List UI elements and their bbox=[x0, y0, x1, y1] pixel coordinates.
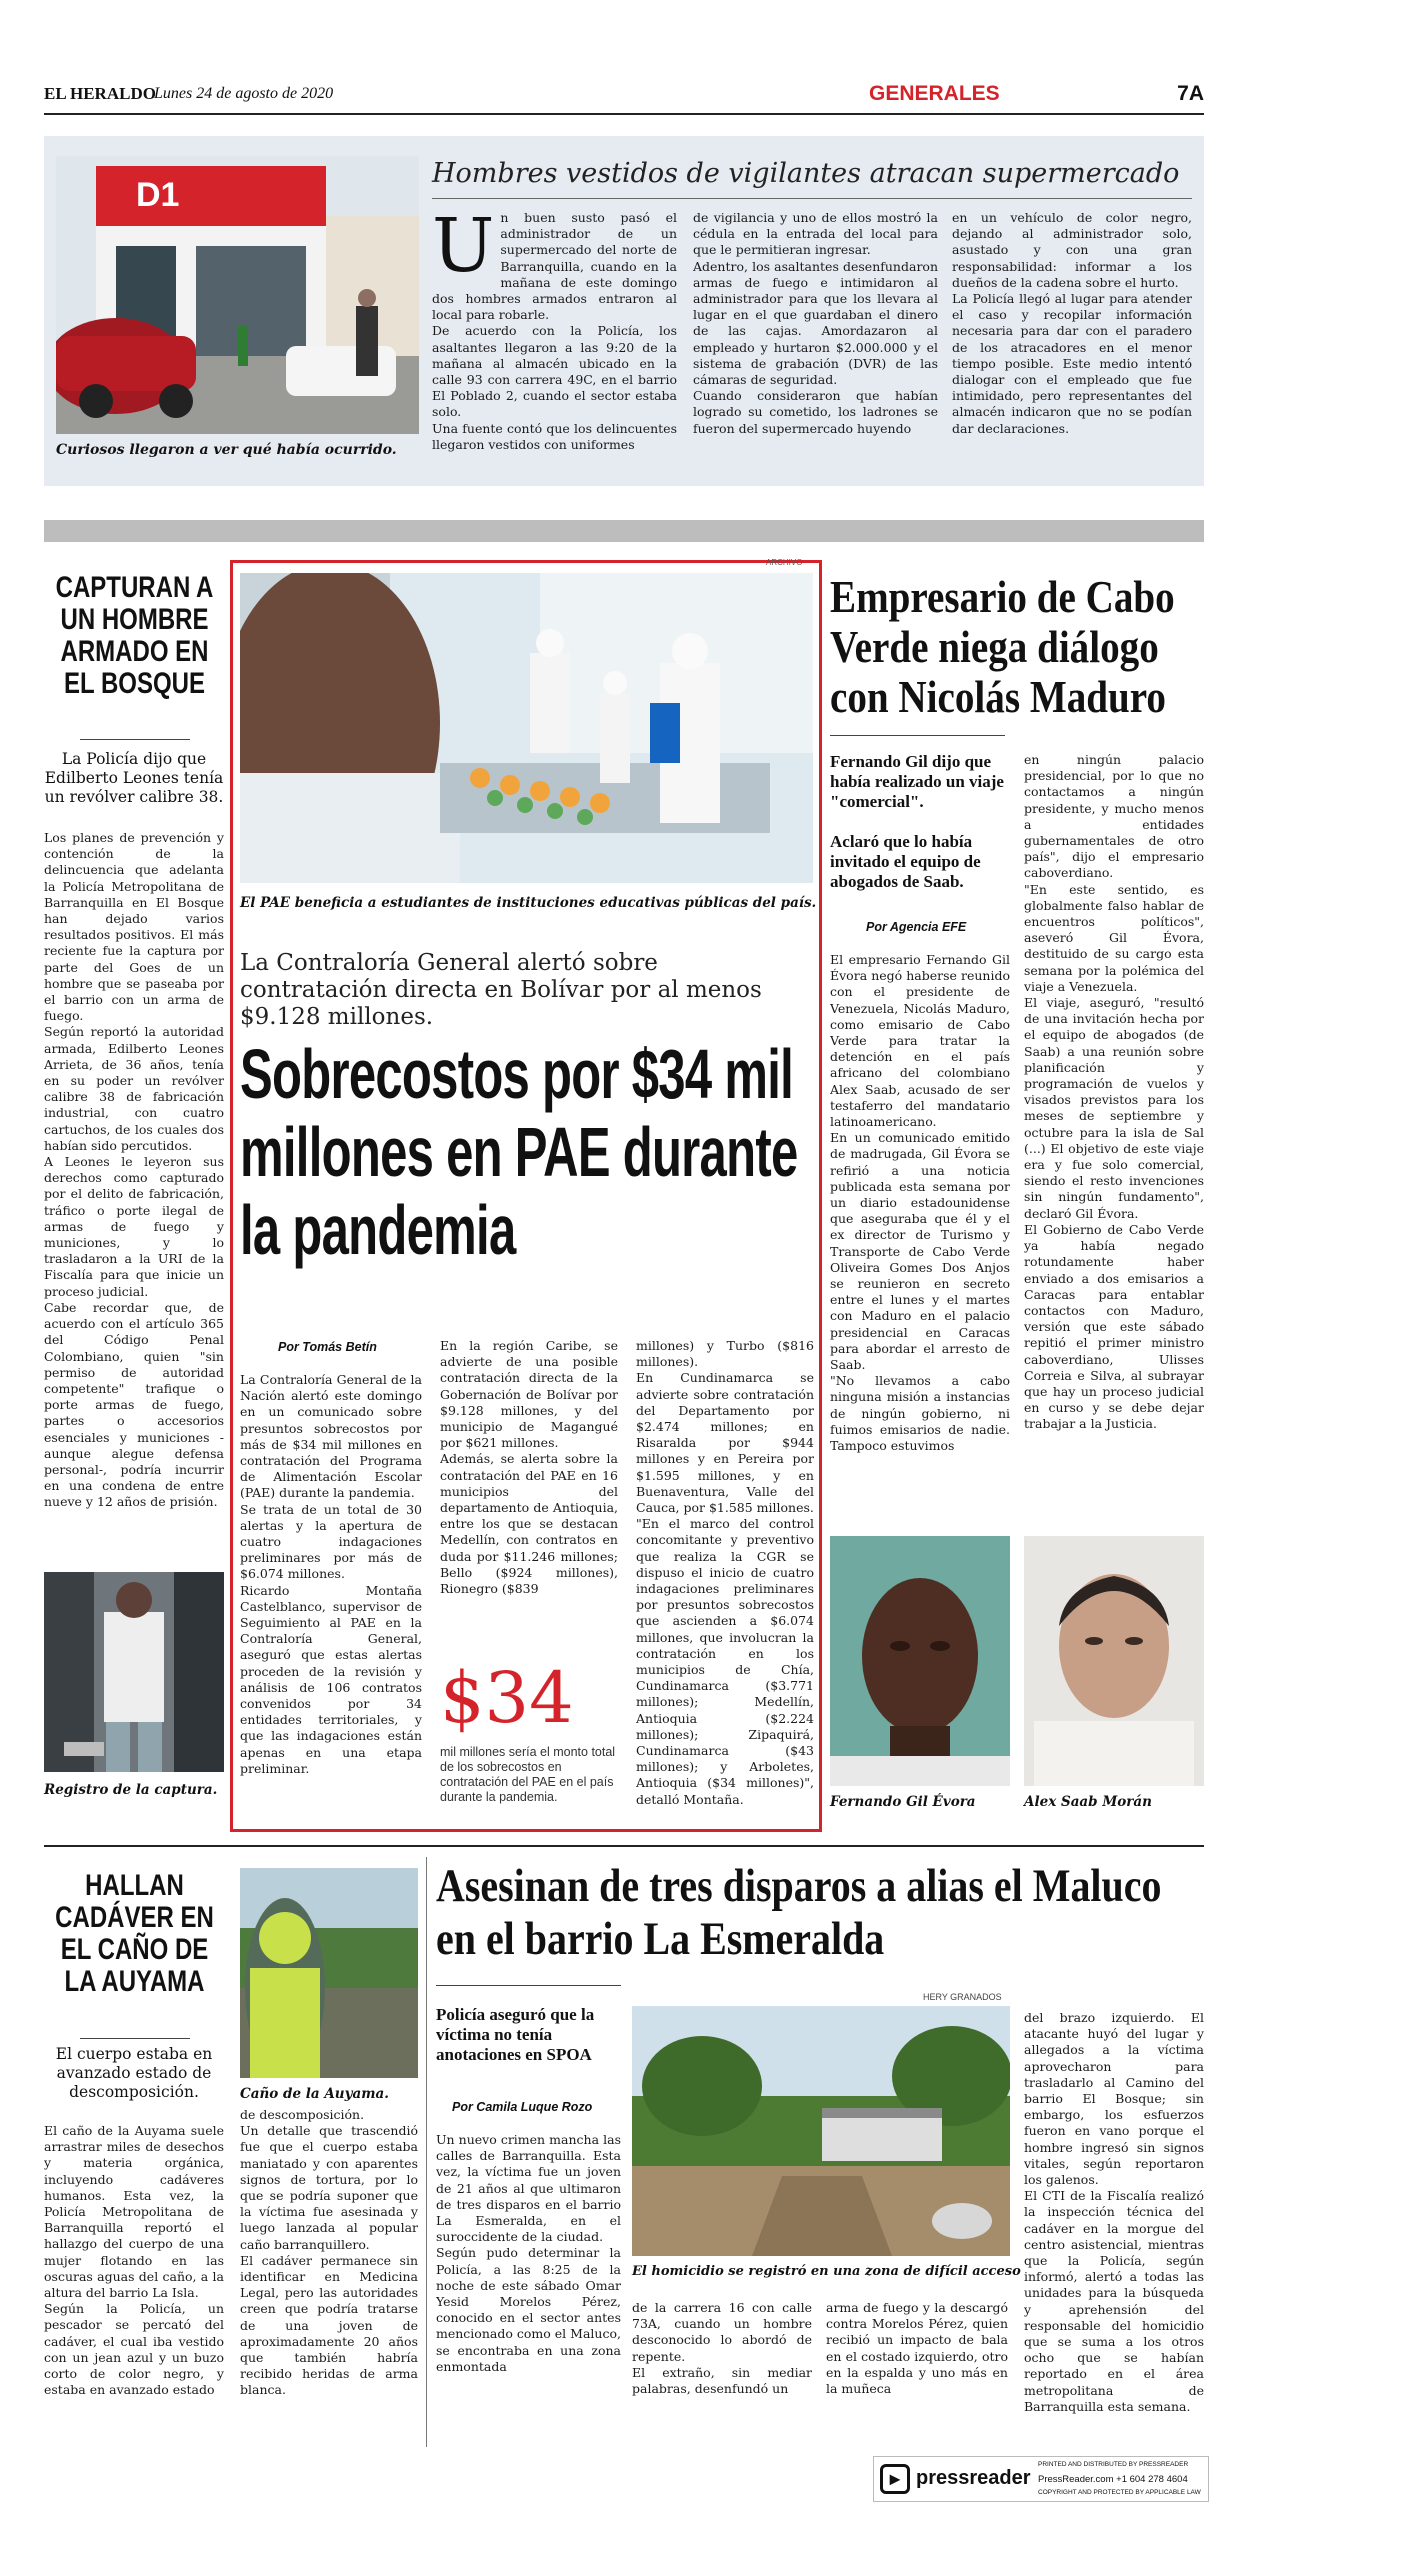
masthead-rule bbox=[44, 113, 1204, 115]
gil-evora-illustration bbox=[830, 1536, 1010, 1786]
left2-summary: El cuerpo estaba en avanzado estado de descomposición. bbox=[55, 2045, 213, 2101]
pae-col-2 bbox=[440, 1338, 618, 1638]
section-name: GENERALES bbox=[869, 82, 1000, 105]
top-col-2-text: de vigilancia y uno de ellos mostró la cédula en la entrada del local para que le permitieran ingresar. Adentro, los asaltantes desenfundaron armas de fuego e intimidaron al administrador para que los llevara al lugar en el que guardaban el dinero de las cajas. Amordazaron al empleado y hurtaron $2.000.000 y el sistema de grabación (DVR) de las cámaras de seguridad. Cuando consideraron que habían logrado su cometido, los ladrones se fueron del supermercado huyendo bbox=[693, 210, 938, 436]
pae-big-number-text: mil millones sería el monto total de los sobrecostos en contratación del PAE en el país durante la pandemia. bbox=[440, 1745, 616, 1804]
lower-section-rule bbox=[44, 1845, 1204, 1847]
gil-evora-photo bbox=[830, 1536, 1010, 1786]
gil-evora-caption: Fernando Gil Évora bbox=[830, 1794, 976, 1810]
pae-byline: Por Tomás Betín bbox=[278, 1340, 377, 1354]
right-summary-2: Aclaró que lo había invitado el equipo de abogados de Saab. bbox=[830, 832, 981, 891]
top-photo-caption: Curiosos llegaron a ver qué había ocurrido. bbox=[56, 442, 397, 458]
left1-body bbox=[44, 830, 224, 1550]
left2-col-2 bbox=[240, 2107, 418, 2447]
top-col-2 bbox=[693, 210, 938, 472]
pae-photo-credit: ARCHIVO bbox=[766, 558, 803, 567]
bottom-headline-rule bbox=[436, 1985, 621, 1986]
right-col-1-text: El empresario Fernando Gil Évora negó haberse reunido con el presidente de Venezuela, Nicolás Maduro, como emisario de Cabo Verde para tratar la detención en el país africano del colombiano Alex Saab, acusado de ser testaferro del mandatario latinoamericano. En un comunicado emitido de madrugada, Gil Évora se refirió a una noticia publicada esta semana por un diario estadounidense que aseguraba que él y el ex director de Turismo y Transporte de Cabo Verde Oliveira Gomes Dos Anjos se reunieron en secreto entre el lunes y el martes con Maduro en el palacio presidencial en Caracas para abordar el arresto de Saab. "No llevamos a cabo ninguna misión a instancias de ningún gobierno, ni fuimos emisarios de nadie. Tampoco estuvimos bbox=[830, 952, 1010, 1454]
left2-headline bbox=[44, 1870, 224, 1998]
top-col-3-text: en un vehículo de color negro, dejando al administrador solo, asustado y con una gran responsabilidad: informar a los dueños de la cadena sobre el hurto. La Policía llegó al lugar para atender el caso y recopilar información necesaria para dar con el paradero de los atracadores en el menor tiempo posible. Este medio intentó dialogar con el empleado que fue intimidado, pero representantes del almacén indicaron que no se podían dar declaraciones. bbox=[952, 210, 1192, 436]
bottom-headline-wrap bbox=[436, 1860, 1206, 1980]
supermarket-illustration bbox=[56, 156, 419, 434]
top-dropcap: U bbox=[432, 210, 495, 289]
top-headline-rule bbox=[432, 198, 1192, 199]
bottom-byline: Por Camila Luque Rozo bbox=[452, 2100, 593, 2114]
left1-rule bbox=[80, 739, 190, 740]
left2-headline-text: HALLAN CADÁVER EN EL CAÑO DE LA AUYAMA bbox=[55, 1869, 214, 1998]
pae-col-3-text: millones) y Turbo ($816 millones). En Cundinamarca se advierte sobre contratación del Departamento por $2.474 millones; en Risaralda por $944 millones y en Pereira por $1.595 millones, y en Buenaventura, Valle del Cauca, por $1.585 millones. "En el marco del control concomitante y preventivo que realiza la CGR se dispuso el inicio de cuatro indagaciones preliminares por presuntos sobrecostos que ascienden a $6.074 millones, que involucran la contratación en los municipios de Chía, Cundinamarca ($3.771 millones); Medellín, Antioquia ($2.224 millones); Zipaquirá, Cundinamarca ($43 millones); y Arboletes, Antioquia ($34 millones)", detalló Montaña. bbox=[636, 1338, 814, 1807]
right-col-1 bbox=[830, 952, 1010, 1497]
left2-col-2-text: de descomposición. Un detalle que trascendió fue que el cuerpo estaba maniatado y con aparentes signos de tortura, por lo que se podría suponer que la víctima fue asesinada y luego lanzada al popular caño barranquillero. El cadáver permanece sin identificar en Medicina Legal, pero las autoridades creen que podría tratarse de una joven de aproximadamente 20 años que también habría recibido heridas de arma blanca. bbox=[240, 2107, 418, 2398]
bottom-col-1 bbox=[436, 2132, 621, 2447]
right-col-2 bbox=[1024, 752, 1204, 1500]
section-divider-bar bbox=[44, 520, 1204, 542]
crime-scene-photo bbox=[632, 2006, 1010, 2256]
crime-scene-caption: El homicidio se registró en una zona de difícil acceso bbox=[632, 2264, 1021, 2279]
top-col-1 bbox=[432, 210, 677, 472]
cano-illustration bbox=[240, 1868, 418, 2078]
cano-caption: Caño de la Auyama. bbox=[240, 2086, 389, 2102]
left1-summary: La Policía dijo que Edilberto Leones tenía un revólver calibre 38. bbox=[44, 750, 224, 806]
bottom-col-3 bbox=[826, 2300, 1008, 2447]
bottom-col-4 bbox=[1024, 2010, 1204, 2447]
pae-photo-caption: El PAE beneficia a estudiantes de instituciones educativas públicas del país. bbox=[240, 895, 817, 911]
pae-deck: La Contraloría General alertó sobre contratación directa en Bolívar por al menos $9.128 millones. bbox=[240, 950, 762, 1030]
right-byline: Por Agencia EFE bbox=[866, 920, 967, 934]
left1-headline-text: CAPTURAN A UN HOMBRE ARMADO EN EL BOSQUE bbox=[55, 571, 214, 700]
cano-photo bbox=[240, 1868, 418, 2078]
pae-headline-wrap bbox=[240, 1035, 810, 1295]
left2-col-1-text: El caño de la Auyama suele arrastrar miles de desechos y materia orgánica, incluyendo cadáveres humanos. Esta vez, la Policía Metropolitana de Barranquilla reportó el hallazgo del cuerpo de una mujer flotando en las oscuras aguas del caño, a la altura del barrio La Isla. Según la Policía, un pescador se percató del cadáver, el cual iba vestido con un jean azul y un buzo corto de color negro, y estaba en avanzado estado bbox=[44, 2123, 224, 2398]
bottom-col-3-text: arma de fuego y la descargó contra Morelos Pérez, quien recibió un impacto de bala en el costado izquierdo, otro en la espalda y uno más en la muñeca bbox=[826, 2300, 1008, 2397]
pae-col-2-text: En la región Caribe, se advierte de una posible contratación directa de la Gobernación de Bolívar por $9.128 millones, y del municipio de Magangué por $621 millones. Además, se alerta sobre la contratación del PAE en 16 municipios del departamento de Antioquia, entre los que se destacan Medellín, con contratos en duda por $11.246 millones; Bello ($924 millones), Rionegro ($839 bbox=[440, 1338, 618, 1597]
left2-col-1 bbox=[44, 2123, 224, 2443]
left1-body-text: Los planes de prevención y contención de la delincuencia que adelanta la Policía Metropolitana de Barranquilla en El Bosque han dejado varios resultados positivos. El más reciente fue la captura por parte del Goes de un hombre que se paseaba por el barrio con un arma de fuego. Según reportó la autoridad armada, Edilberto Leones Arrieta, de 36 años, tenía en su poder un revólver calibre 38 de fabricación industrial, con cuatro cartuchos, de los cuales dos habían sido percutidos. A Leones le leyeron sus derechos como capturado por el delito de fabricación, tráfico o porte ilegal de armas de fuego y municiones, y lo trasladaron a la URI de la Fiscalía para que inicie un proceso judicial. Cabe recordar que, de acuerdo con el artículo 365 del Código Penal Colombiano, quien "sin permiso de autoridad competente" trafique o porte armas de fuego, partes o accesorios esenciales y municiones -aunque alegue defensa personal-, podría incurrir en una condena de entre nueve y 12 años de prisión. bbox=[44, 830, 224, 1510]
left1-headline bbox=[44, 572, 224, 700]
pressreader-line1: PRINTED AND DISTRIBUTED BY PRESSREADER bbox=[1038, 2461, 1189, 2468]
pressreader-icon: ► bbox=[880, 2464, 910, 2494]
right-headline-wrap bbox=[830, 572, 1210, 732]
paper-name: EL HERALDO bbox=[44, 84, 156, 103]
pressreader-brand: pressreader bbox=[916, 2467, 1031, 2489]
page-number: 7A bbox=[1177, 82, 1204, 105]
pae-photo bbox=[240, 573, 813, 883]
supermarket-photo bbox=[56, 156, 419, 434]
store-sign: D1 bbox=[136, 176, 180, 214]
lower-section-vrule bbox=[426, 1857, 427, 2447]
pae-headline: Sobrecostos por $34 mil millones en PAE durante la pandemia bbox=[240, 1035, 798, 1269]
saab-photo bbox=[1024, 1536, 1204, 1786]
bottom-photo-credit: HERY GRANADOS bbox=[923, 1992, 1002, 2002]
top-col-3 bbox=[952, 210, 1192, 472]
pae-col-1-text: La Contraloría General de la Nación alertó este domingo en un comunicado sobre presuntos sobrecostos por más de $34 mil millones en contratación del Programa de Alimentación Escolar (PAE) durante la pandemia. Se trata de un total de 30 alertas y la apertura de cuatro indagaciones preliminares por más de $6.074 millones. Ricardo Montaña Castelblanco, supervisor de Seguimiento al PAE en la Contraloría General, aseguró que estas alertas proceden de la revisión y análisis de 106 contratos convenidos por 34 entidades territoriales, y que las indagaciones están apenas en una etapa preliminar. bbox=[240, 1372, 422, 1776]
top-col-1-text: n buen susto pasó el administrador de un supermercado del norte de Barranquilla, cuando en la mañana de este domingo dos hombres armados entraron al local para robarle. De acuerdo con la Policía, los asaltantes llegaron a las 9:20 de la mañana al almacén ubicado en la calle 93 con carrera 49C, en el barrio El Poblado 2, cuando el sector estaba solo. Una fuente contó que los delincuentes llegaron vestidos con uniformes bbox=[432, 210, 677, 452]
pressreader-line2: PressReader.com +1 604 278 4604 bbox=[1038, 2474, 1188, 2485]
pressreader-badge bbox=[873, 2456, 1209, 2502]
masthead bbox=[44, 80, 1204, 112]
capture-photo bbox=[44, 1572, 224, 1772]
bottom-col-4-text: del brazo izquierdo. El atacante huyó del lugar y allegados a la víctima aprovecharon para trasladarlo al Camino del barrio El Bosque; sin embargo, los esfuerzos fueron en vano porque el hombre ingresó sin signos vitales, según reportaron los galenos. El CTI de la Fiscalía realizó la inspección técnica del cadáver en la morgue del centro asistencial, mientras que la Policía, según informó, alertó a todas las unidades para la búsqueda y aprehensión del responsable del homicidio que se suma a los otros ocho que se habían reportado en el área metropolitana de Barranquilla esta semana. bbox=[1024, 2010, 1204, 2414]
crime-scene-illustration bbox=[632, 2006, 1010, 2256]
pressreader-line3: COPYRIGHT AND PROTECTED BY APPLICABLE LAW bbox=[1038, 2489, 1201, 2496]
pae-col-3 bbox=[636, 1338, 814, 1818]
issue-date: Lunes 24 de agosto de 2020 bbox=[154, 85, 334, 102]
school-kitchen-illustration bbox=[240, 573, 813, 883]
right-headline-rule bbox=[830, 735, 1005, 736]
capture-illustration bbox=[44, 1572, 224, 1772]
right-col-2-text: en ningún palacio presidencial, por lo que no contactamos a ningún presidente, y mucho menos a entidades gubernamentales de otro país", dijo el empresario caboverdiano. "En este sentido, es globalmente falso hablar de encuentros políticos", aseveró Gil Évora, destituido de su cargo esta semana por la polémica del viaje a Venezuela. El viaje, aseguró, "resultó de una invitación hecha por el equipo de abogados (de Saab) a una reunión sobre planificación y programación de vuelos y visados previstos para los meses de septiembre y octubre para la isla de Sal (...) El objetivo de este viaje era y fue solo comercial, siendo el resto invenciones sin ningún fundamento", declaró Gil Évora. El Gobierno de Cabo Verde ya había negado rotundamente haber enviado a dos emisarios a Caracas para entablar contactos con Maduro, versión que este sábado repitió el primer ministro caboverdiano, Ulisses Correia e Silva, al subrayar que hay un proceso judicial en curso y se debe dejar trabajar a la Justicia. bbox=[1024, 752, 1204, 1432]
right-headline: Empresario de Cabo Verde niega diálogo con Nicolás Maduro bbox=[830, 572, 1175, 722]
capture-caption: Registro de la captura. bbox=[44, 1782, 218, 1798]
bottom-col-1-text: Un nuevo crimen mancha las calles de Barranquilla. Esta vez, la víctima fue un joven de 21 años al que ultimaron de tres disparos en el barrio La Esmeralda, en el suroccidente de la ciudad. Según pudo determinar la Policía, a las 8:25 de la noche de este sábado Omar Yesid Morelos Pérez, conocido en el sector antes mencionado como el Maluco, se encontraba en una zona enmontada bbox=[436, 2132, 621, 2374]
saab-illustration bbox=[1024, 1536, 1204, 1786]
left2-rule bbox=[80, 2038, 190, 2039]
saab-caption: Alex Saab Morán bbox=[1024, 1794, 1152, 1810]
right-summary-1: Fernando Gil dijo que había realizado un viaje "comercial". bbox=[830, 752, 1004, 811]
pae-col-1 bbox=[240, 1372, 422, 1812]
bottom-col-2 bbox=[632, 2300, 812, 2447]
pae-big-number: $34 bbox=[440, 1657, 574, 1739]
bottom-col-2-text: de la carrera 16 con calle 73A, cuando un hombre desconocido lo abordó de repente. El extraño, sin mediar palabras, desenfundó un bbox=[632, 2300, 812, 2397]
bottom-summary: Policía aseguró que la víctima no tenía anotaciones en SPOA bbox=[436, 2005, 595, 2064]
top-headline: Hombres vestidos de vigilantes atracan supermercado bbox=[432, 158, 1180, 189]
bottom-headline: Asesinan de tres disparos a alias el Maluco en el barrio La Esmeralda bbox=[436, 1860, 1162, 1965]
